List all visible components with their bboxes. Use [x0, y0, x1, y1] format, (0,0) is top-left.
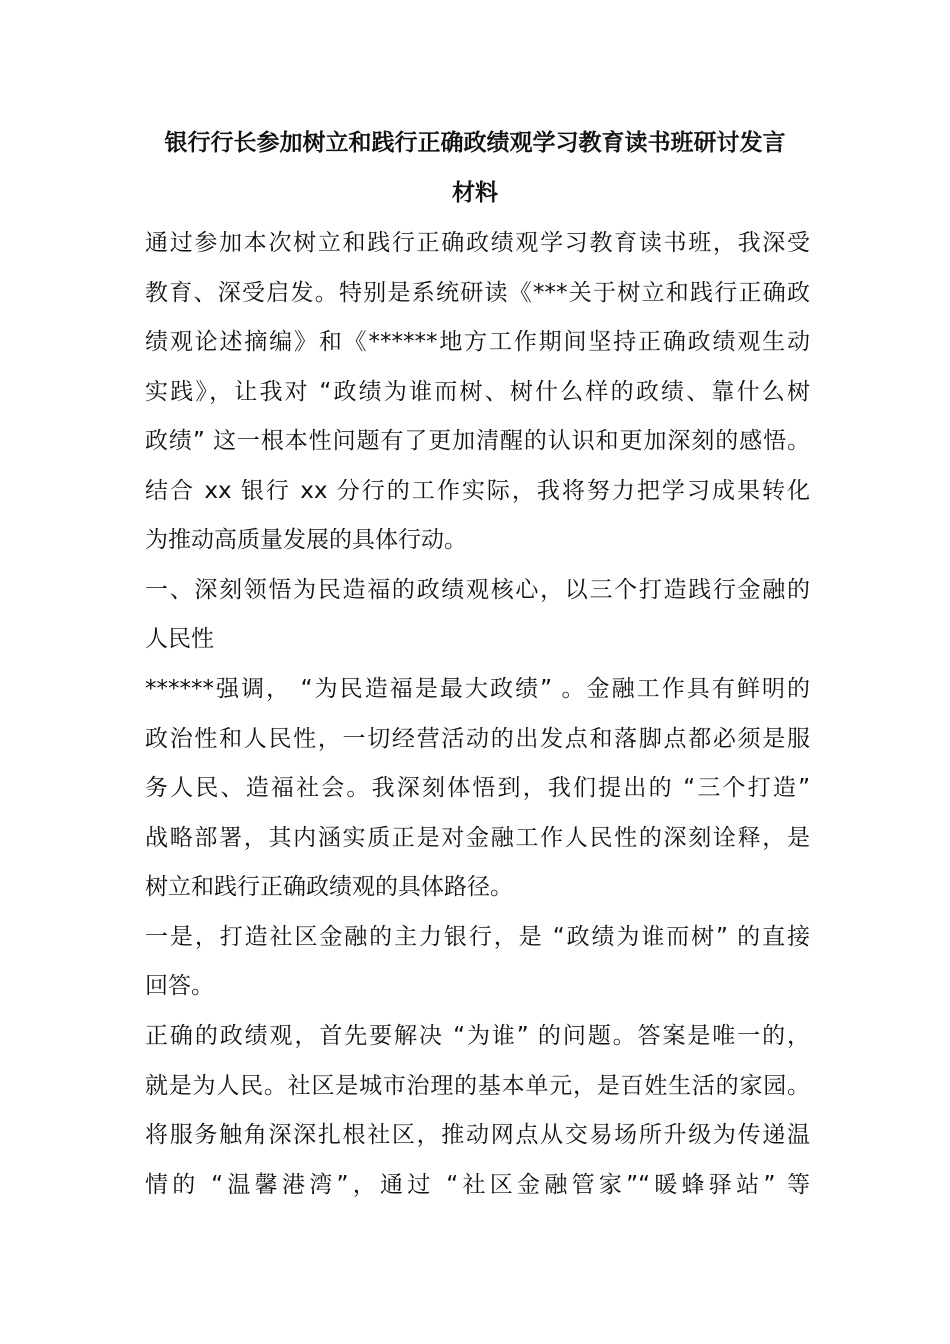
body-line-2: 教育、深受启发。特别是系统研读《***关于树立和践行正确政	[145, 280, 810, 306]
body-line-11: 政治性和人民性，一切经营活动的出发点和落脚点都必须是服	[145, 726, 810, 752]
body-line-10: ******强调， “为民造福是最大政绩” 。金融工作具有鲜明的	[145, 676, 810, 702]
section-heading-line-2: 人民性	[145, 626, 214, 652]
body-line-14: 树立和践行正确政绩观的具体路径。	[145, 874, 513, 900]
body-line-6: 结合 xx 银行 xx 分行的工作实际，我将努力把学习成果转化	[145, 478, 810, 504]
body-line-19: 将服务触角深深扎根社区，推动网点从交易场所升级为传递温	[145, 1122, 810, 1148]
document-title-line-2: 材料	[452, 180, 498, 206]
document-title-line-1: 银行行长参加树立和践行正确政绩观学习教育读书班研讨发言	[164, 130, 786, 156]
body-line-1: 通过参加本次树立和践行正确政绩观学习教育读书班，我深受	[145, 230, 810, 256]
body-line-20: 情的 “温馨港湾”，通过 “社区金融管家”“暖蜂驿站” 等	[145, 1172, 810, 1198]
body-line-4: 实践》，让我对 “政绩为谁而树、树什么样的政绩、靠什么树	[145, 379, 810, 405]
subheading-line-1: 一是，打造社区金融的主力银行，是 “政绩为谁而树” 的直接	[145, 924, 810, 950]
section-heading-line-1: 一、深刻领悟为民造福的政绩观核心，以三个打造践行金融的	[145, 577, 810, 603]
body-line-12: 务人民、造福社会。我深刻体悟到，我们提出的 “三个打造”	[145, 775, 810, 801]
body-line-18: 就是为人民。社区是城市治理的基本单元，是百姓生活的家园。	[145, 1073, 810, 1099]
subheading-line-2: 回答。	[145, 973, 214, 999]
body-line-13: 战略部署，其内涵实质正是对金融工作人民性的深刻诠释，是	[145, 825, 810, 851]
body-line-7: 为推动高质量发展的具体行动。	[145, 527, 467, 553]
body-line-3: 绩观论述摘编》和《******地方工作期间坚持正确政绩观生动	[145, 329, 810, 355]
body-line-5: 政绩” 这一根本性问题有了更加清醒的认识和更加深刻的感悟。	[145, 428, 810, 454]
body-line-17: 正确的政绩观，首先要解决 “为谁” 的问题。答案是唯一的，	[145, 1023, 810, 1049]
